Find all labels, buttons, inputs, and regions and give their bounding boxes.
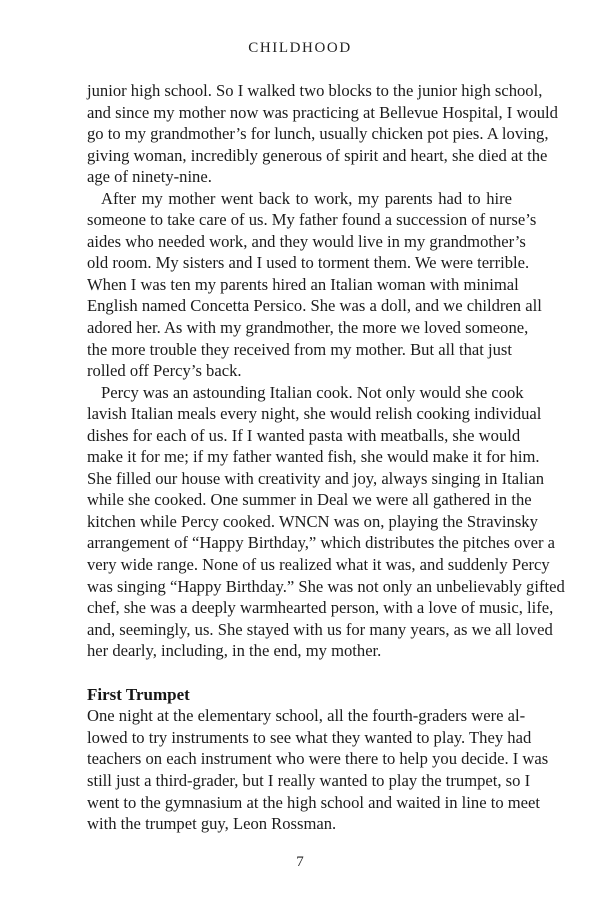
text-line: while she cooked. One summer in Deal we were all gathered in the [87,490,532,510]
text-line: age of ninety-nine. [87,167,212,187]
text-line: teachers on each instrument who were there to help you decide. I was [87,749,549,769]
text-line: kitchen while Percy cooked. WNCN was on, playing the Stravinsky [87,511,538,531]
paragraph [87,188,542,382]
paragraph [87,80,558,188]
text-line: English named Concetta Persico. She was a doll, and we children all [87,296,542,316]
text-line: giving woman, incredibly generous of spirit and heart, she died at the [87,145,548,165]
text-line: someone to take care of us. My father found a succession of nurse’s [87,210,537,230]
paragraph [87,382,565,662]
text-line: aides who needed work, and they would live in my grandmother’s [87,231,526,251]
paragraph [87,705,549,834]
text-line: old room. My sisters and I used to torment them. We were terrible. [87,253,530,273]
text-line: When I was ten my parents hired an Italian woman with minimal [87,274,519,294]
text-line: She filled our house with creativity and joy, always singing in Italian [87,468,545,488]
body-text [87,80,565,835]
text-line: went to the gymnasium at the high school and waited in line to meet [87,792,541,812]
text-line: go to my grandmother’s for lunch, usually chicken pot pies. A loving, [87,124,549,144]
text-line: After my mother went back to work, my parents had to hire [101,188,512,208]
text-line: and since my mother now was practicing at Bellevue Hospital, I would [87,102,558,122]
text-line: her dearly, including, in the end, my mother. [87,641,382,661]
running-head: CHILDHOOD [248,40,352,56]
text-line: lowed to try instruments to see what they wanted to play. They had [87,727,532,747]
text-line: make it for me; if my father wanted fish, she would make it for him. [87,447,540,467]
page-number: 7 [296,854,304,870]
text-line: One night at the elementary school, all the fourth-graders were al- [87,706,526,726]
text-line: was singing “Happy Birthday.” She was not only an unbelievably gifted [87,576,565,596]
text-line: chef, she was a deeply warmhearted person, with a love of music, life, [87,598,554,618]
text-line: lavish Italian meals every night, she would relish cooking individual [87,404,542,424]
text-line: adored her. As with my grandmother, the more we loved someone, [87,318,529,338]
text-line: Percy was an astounding Italian cook. Not only would she cook [101,382,524,402]
text-line: very wide range. None of us realized what it was, and suddenly Percy [87,555,550,575]
text-line: rolled off Percy’s back. [87,361,242,381]
text-line: arrangement of “Happy Birthday,” which distributes the pitches over a [87,533,556,553]
section-heading: First Trumpet [87,684,190,704]
text-line: with the trumpet guy, Leon Rossman. [87,814,337,834]
section-break [87,662,512,684]
text-line: and, seemingly, us. She stayed with us for many years, as we all loved [87,619,553,639]
text-line: junior high school. So I walked two blocks to the junior high school, [87,81,543,100]
text-line: the more trouble they received from my mother. But all that just [87,339,512,359]
text-line: dishes for each of us. If I wanted pasta with meatballs, she would [87,425,521,445]
text-line: still just a third-grader, but I really wanted to play the trumpet, so I [87,770,531,790]
